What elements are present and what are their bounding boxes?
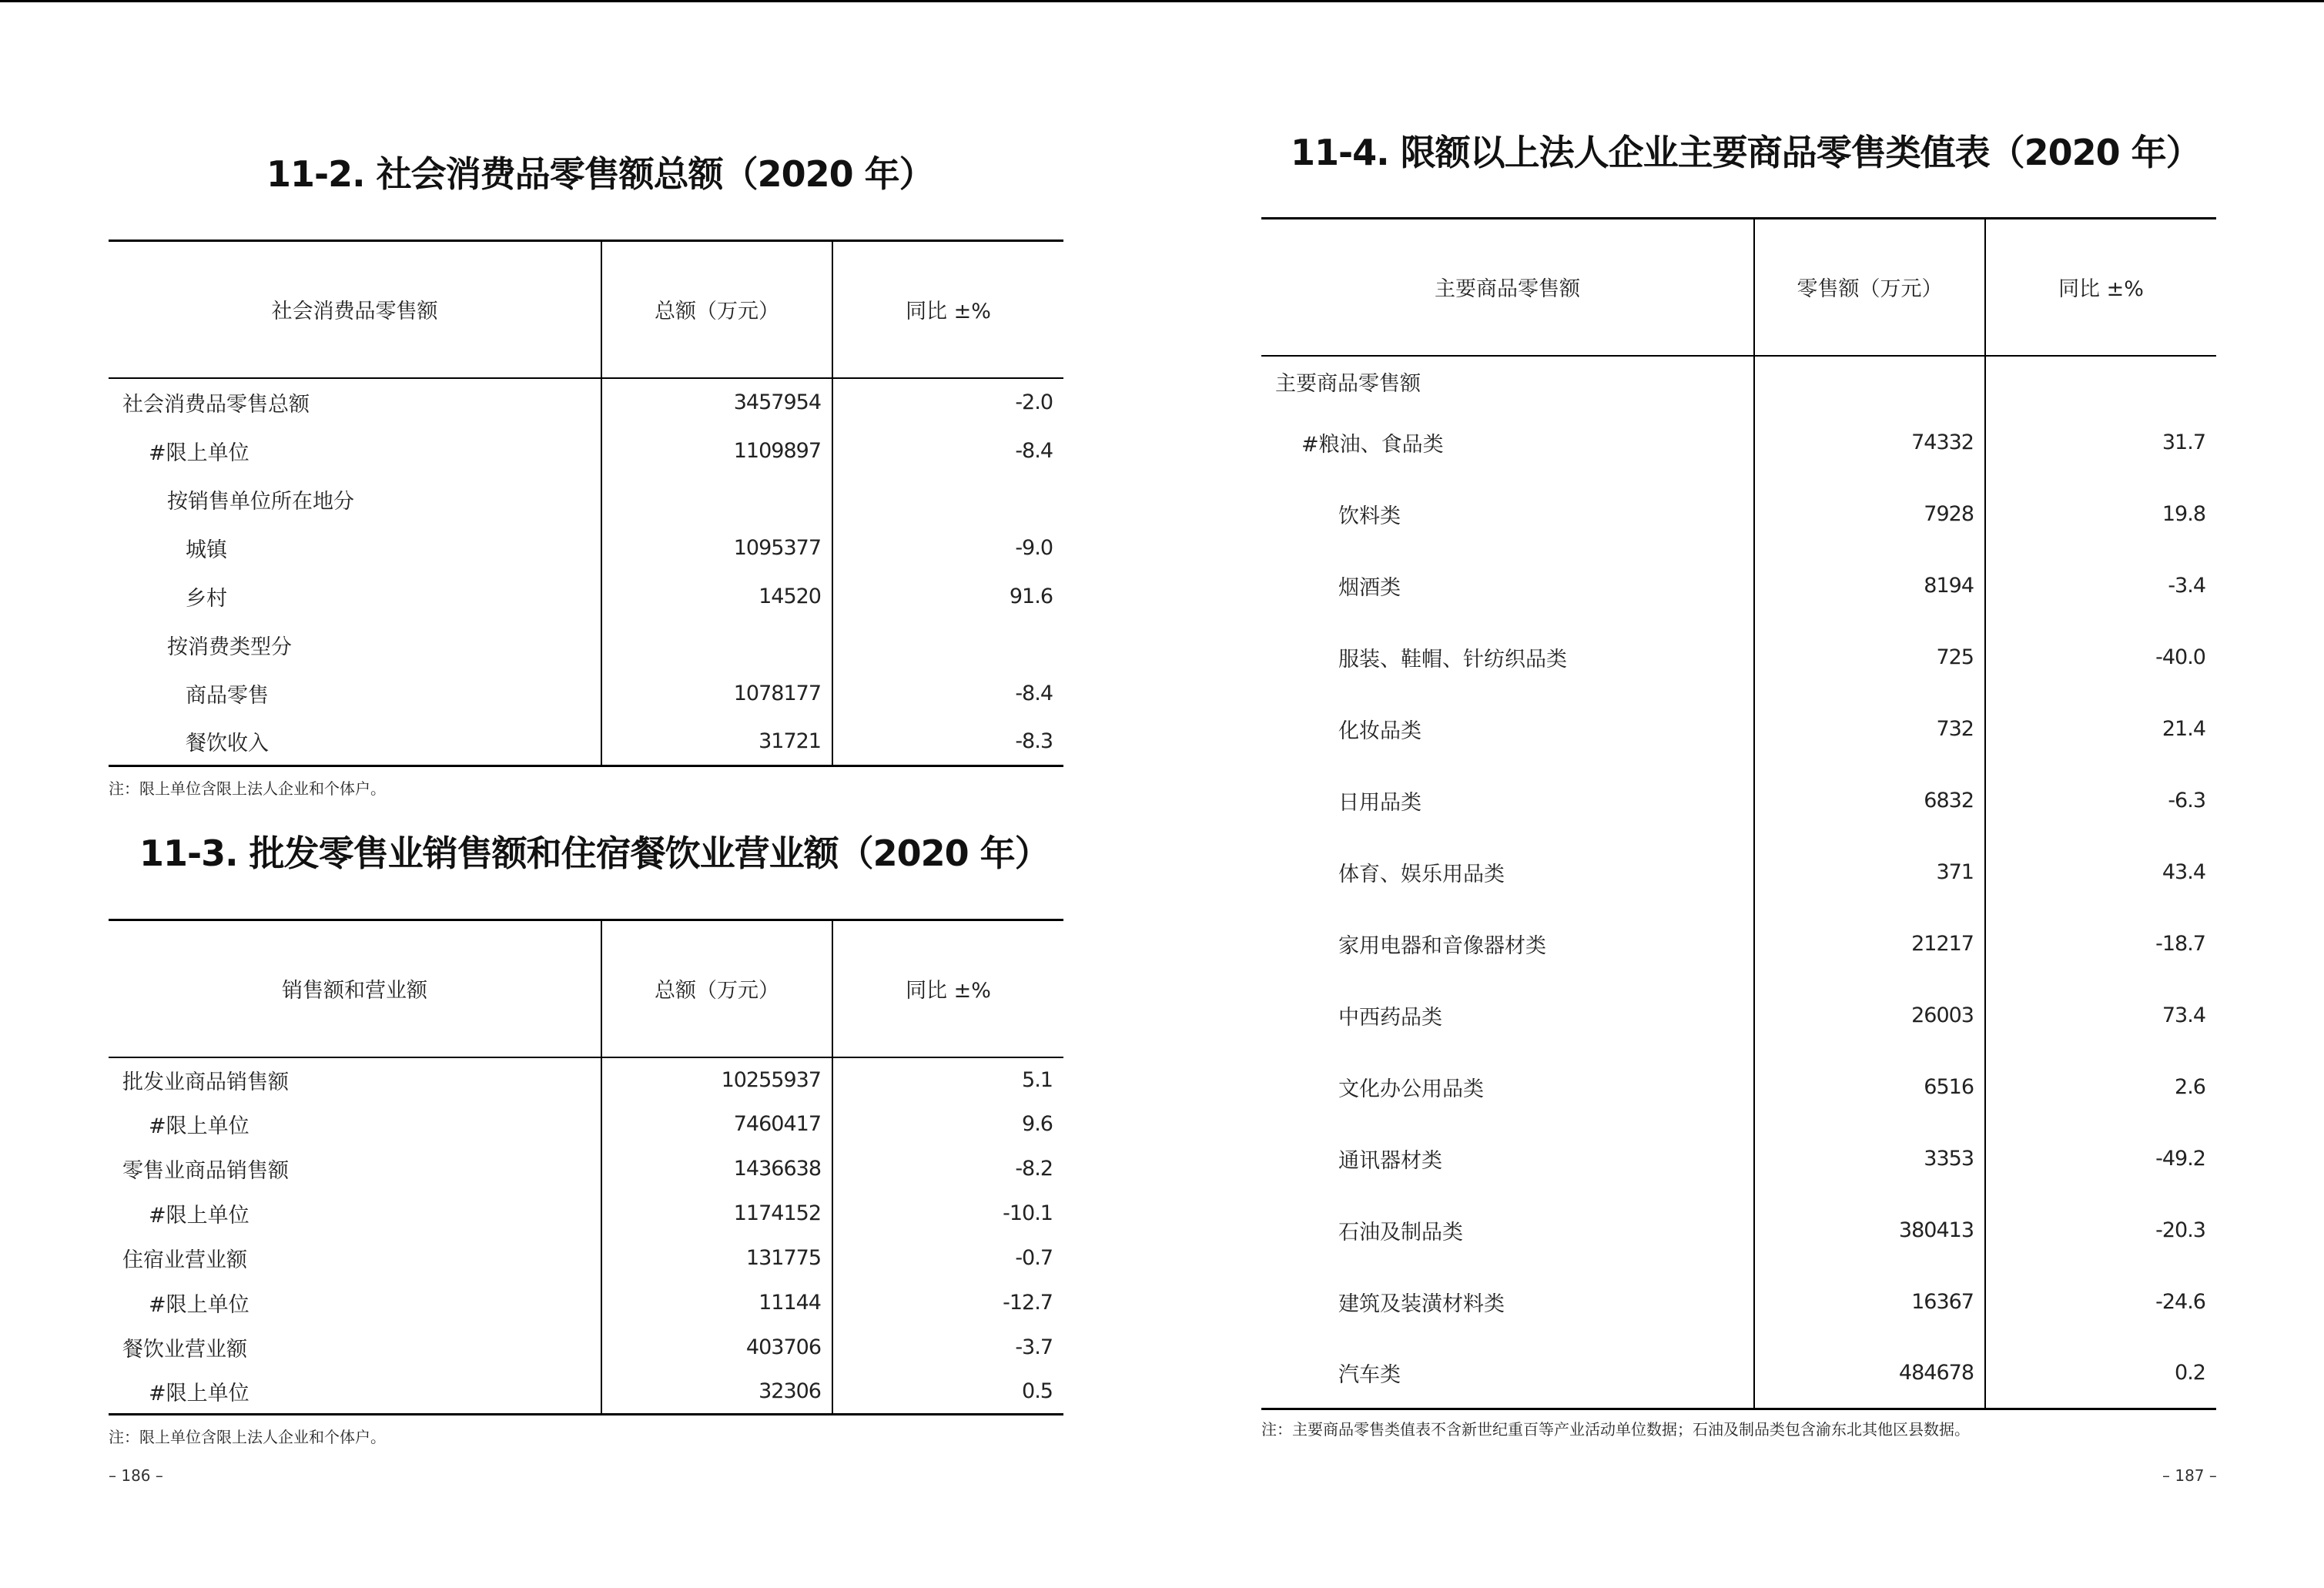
row-yoy-value: -3.4 xyxy=(1985,550,2216,621)
row-total-value: 21217 xyxy=(1754,908,1985,980)
row-total-value: 11144 xyxy=(601,1281,832,1325)
table-11-3-note: 注：限上单位含限上法人企业和个体户。 xyxy=(109,1428,386,1446)
row-total-value: 6832 xyxy=(1754,765,1985,836)
page-number-right: – 187 – xyxy=(2162,1466,2217,1485)
row-yoy-value: 5.1 xyxy=(832,1057,1063,1102)
table-row xyxy=(1261,1338,2216,1409)
row-yoy-value: -12.7 xyxy=(832,1281,1063,1325)
row-yoy-value xyxy=(1985,356,2216,407)
row-total-value xyxy=(601,475,832,524)
table-row xyxy=(1261,908,2216,980)
row-total-value: 3457954 xyxy=(601,378,832,427)
row-yoy-value: 21.4 xyxy=(1985,693,2216,765)
column-header-total: 零售额（万元） xyxy=(1754,219,1985,356)
row-label: 餐饮收入 xyxy=(186,731,269,755)
table-11-3 xyxy=(109,919,1063,1415)
row-label: 按销售单位所在地分 xyxy=(167,489,354,514)
table-row xyxy=(1261,356,2216,407)
row-total-value xyxy=(601,621,832,669)
row-total-value: 1095377 xyxy=(601,524,832,572)
row-label: 体育、娱乐用品类 xyxy=(1338,862,1505,886)
table-11-4-body xyxy=(1261,356,2216,1409)
row-total-value xyxy=(1754,356,1985,407)
table-row xyxy=(109,1147,1063,1191)
table-11-3-body xyxy=(109,1057,1063,1415)
row-label: 石油及制品类 xyxy=(1338,1220,1463,1245)
row-yoy-value: -8.4 xyxy=(832,427,1063,475)
table-row xyxy=(109,1370,1063,1415)
table-11-2-note: 注：限上单位含限上法人企业和个体户。 xyxy=(109,779,386,798)
row-yoy-value: 9.6 xyxy=(832,1102,1063,1147)
table-row xyxy=(1261,478,2216,550)
table-row xyxy=(109,1281,1063,1325)
column-header-category: 销售额和营业额 xyxy=(282,979,427,1003)
table-row xyxy=(1261,1051,2216,1123)
row-total-value: 1078177 xyxy=(601,669,832,718)
row-label: 按消费类型分 xyxy=(167,635,292,659)
table-row xyxy=(109,475,1063,524)
row-label: 烟酒类 xyxy=(1338,575,1401,600)
row-label: #粮油、食品类 xyxy=(1301,432,1444,457)
table-11-2-body xyxy=(109,378,1063,766)
row-yoy-value: 43.4 xyxy=(1985,836,2216,908)
row-yoy-value: -8.4 xyxy=(832,669,1063,718)
row-yoy-value: -20.3 xyxy=(1985,1194,2216,1266)
table-11-3-title: 11-3. 批发零售业销售额和住宿餐饮业营业额（2020 年） xyxy=(139,833,1050,874)
table-row xyxy=(1261,765,2216,836)
table-11-4 xyxy=(1261,217,2216,1410)
row-total-value: 732 xyxy=(1754,693,1985,765)
row-label: 城镇 xyxy=(186,538,227,562)
row-label: 日用品类 xyxy=(1338,790,1422,815)
column-header-category: 社会消费品零售额 xyxy=(271,300,438,324)
table-row xyxy=(1261,1123,2216,1194)
table-row xyxy=(1261,550,2216,621)
table-row xyxy=(1261,693,2216,765)
row-total-value: 1174152 xyxy=(601,1191,832,1236)
row-yoy-value: -3.7 xyxy=(832,1325,1063,1370)
table-header-row xyxy=(1261,219,2216,356)
row-total-value: 7928 xyxy=(1754,478,1985,550)
row-total-value: 484678 xyxy=(1754,1338,1985,1409)
column-header-total: 总额（万元） xyxy=(601,920,832,1057)
table-row xyxy=(109,427,1063,475)
row-yoy-value: -18.7 xyxy=(1985,908,2216,980)
row-yoy-value: 2.6 xyxy=(1985,1051,2216,1123)
row-label: 主要商品零售额 xyxy=(1275,371,1421,396)
table-row xyxy=(1261,407,2216,478)
table-row xyxy=(1261,621,2216,693)
row-total-value: 7460417 xyxy=(601,1102,832,1147)
table-row xyxy=(109,621,1063,669)
table-row xyxy=(109,572,1063,621)
column-header-category: 主要商品零售额 xyxy=(1435,277,1580,302)
row-total-value: 16367 xyxy=(1754,1266,1985,1338)
row-total-value: 32306 xyxy=(601,1370,832,1415)
row-yoy-value: 31.7 xyxy=(1985,407,2216,478)
table-row xyxy=(1261,1194,2216,1266)
row-yoy-value: -8.3 xyxy=(832,718,1063,766)
table-11-4-title: 11-4. 限额以上法人企业主要商品零售类值表（2020 年） xyxy=(1291,132,2201,173)
row-label: 文化办公用品类 xyxy=(1338,1077,1484,1101)
column-header-yoy: 同比 ±% xyxy=(1985,219,2216,356)
row-label: #限上单位 xyxy=(149,1204,249,1228)
row-total-value: 403706 xyxy=(601,1325,832,1370)
table-row xyxy=(1261,1266,2216,1338)
table-header-row xyxy=(109,920,1063,1057)
row-label: 中西药品类 xyxy=(1338,1005,1442,1030)
row-label: 汽车类 xyxy=(1338,1362,1401,1387)
row-yoy-value: 0.5 xyxy=(832,1370,1063,1415)
row-yoy-value: -8.2 xyxy=(832,1147,1063,1191)
row-yoy-value: -40.0 xyxy=(1985,621,2216,693)
page-number-left: – 186 – xyxy=(109,1466,163,1485)
row-label: 零售业商品销售额 xyxy=(122,1159,289,1183)
row-yoy-value: 73.4 xyxy=(1985,980,2216,1051)
row-total-value: 371 xyxy=(1754,836,1985,908)
table-row xyxy=(109,524,1063,572)
column-header-yoy: 同比 ±% xyxy=(832,241,1063,378)
table-row xyxy=(109,1325,1063,1370)
row-yoy-value: -6.3 xyxy=(1985,765,2216,836)
row-yoy-value: -49.2 xyxy=(1985,1123,2216,1194)
row-total-value: 8194 xyxy=(1754,550,1985,621)
table-row xyxy=(1261,980,2216,1051)
table-11-2 xyxy=(109,240,1063,767)
table-11-2-title: 11-2. 社会消费品零售额总额（2020 年） xyxy=(266,153,934,195)
table-row xyxy=(109,718,1063,766)
row-label: #限上单位 xyxy=(149,1382,249,1406)
row-label: 批发业商品销售额 xyxy=(122,1070,289,1094)
row-label: 饮料类 xyxy=(1338,504,1401,528)
table-row xyxy=(109,378,1063,427)
row-label: 通讯器材类 xyxy=(1338,1148,1442,1173)
table-row xyxy=(1261,836,2216,908)
table-header-row xyxy=(109,241,1063,378)
row-total-value: 1109897 xyxy=(601,427,832,475)
row-label: #限上单位 xyxy=(149,1114,249,1138)
table-row xyxy=(109,1191,1063,1236)
row-total-value: 725 xyxy=(1754,621,1985,693)
row-label: 社会消费品零售总额 xyxy=(122,393,310,417)
row-yoy-value xyxy=(832,621,1063,669)
row-yoy-value: -0.7 xyxy=(832,1236,1063,1281)
row-yoy-value: -24.6 xyxy=(1985,1266,2216,1338)
row-label: 服装、鞋帽、针纺织品类 xyxy=(1338,647,1567,672)
row-total-value: 3353 xyxy=(1754,1123,1985,1194)
row-yoy-value: 91.6 xyxy=(832,572,1063,621)
row-label: 乡村 xyxy=(186,586,227,611)
row-total-value: 26003 xyxy=(1754,980,1985,1051)
table-row xyxy=(109,1102,1063,1147)
row-total-value: 31721 xyxy=(601,718,832,766)
table-11-4-note: 注：主要商品零售类值表不含新世纪重百等产业活动单位数据；石油及制品类包含渝东北其他区县数据。 xyxy=(1261,1420,1970,1439)
row-total-value: 10255937 xyxy=(601,1057,832,1102)
row-total-value: 6516 xyxy=(1754,1051,1985,1123)
top-border-rule xyxy=(0,0,2324,2)
row-label: 商品零售 xyxy=(186,683,269,708)
row-label: 化妆品类 xyxy=(1338,719,1422,743)
column-header-yoy: 同比 ±% xyxy=(832,920,1063,1057)
row-label: 建筑及装潢材料类 xyxy=(1338,1292,1505,1316)
row-label: 餐饮业营业额 xyxy=(122,1338,247,1362)
row-total-value: 380413 xyxy=(1754,1194,1985,1266)
row-yoy-value: -2.0 xyxy=(832,378,1063,427)
row-total-value: 14520 xyxy=(601,572,832,621)
table-row xyxy=(109,1057,1063,1102)
row-label: 住宿业营业额 xyxy=(122,1248,247,1272)
row-label: #限上单位 xyxy=(149,441,249,465)
row-yoy-value: 0.2 xyxy=(1985,1338,2216,1409)
row-total-value: 1436638 xyxy=(601,1147,832,1191)
table-row xyxy=(109,669,1063,718)
column-header-total: 总额（万元） xyxy=(601,241,832,378)
row-label: #限上单位 xyxy=(149,1293,249,1317)
row-total-value: 74332 xyxy=(1754,407,1985,478)
row-yoy-value: 19.8 xyxy=(1985,478,2216,550)
row-total-value: 131775 xyxy=(601,1236,832,1281)
table-row xyxy=(109,1236,1063,1281)
row-yoy-value xyxy=(832,475,1063,524)
row-yoy-value: -9.0 xyxy=(832,524,1063,572)
row-yoy-value: -10.1 xyxy=(832,1191,1063,1236)
row-label: 家用电器和音像器材类 xyxy=(1338,933,1546,958)
